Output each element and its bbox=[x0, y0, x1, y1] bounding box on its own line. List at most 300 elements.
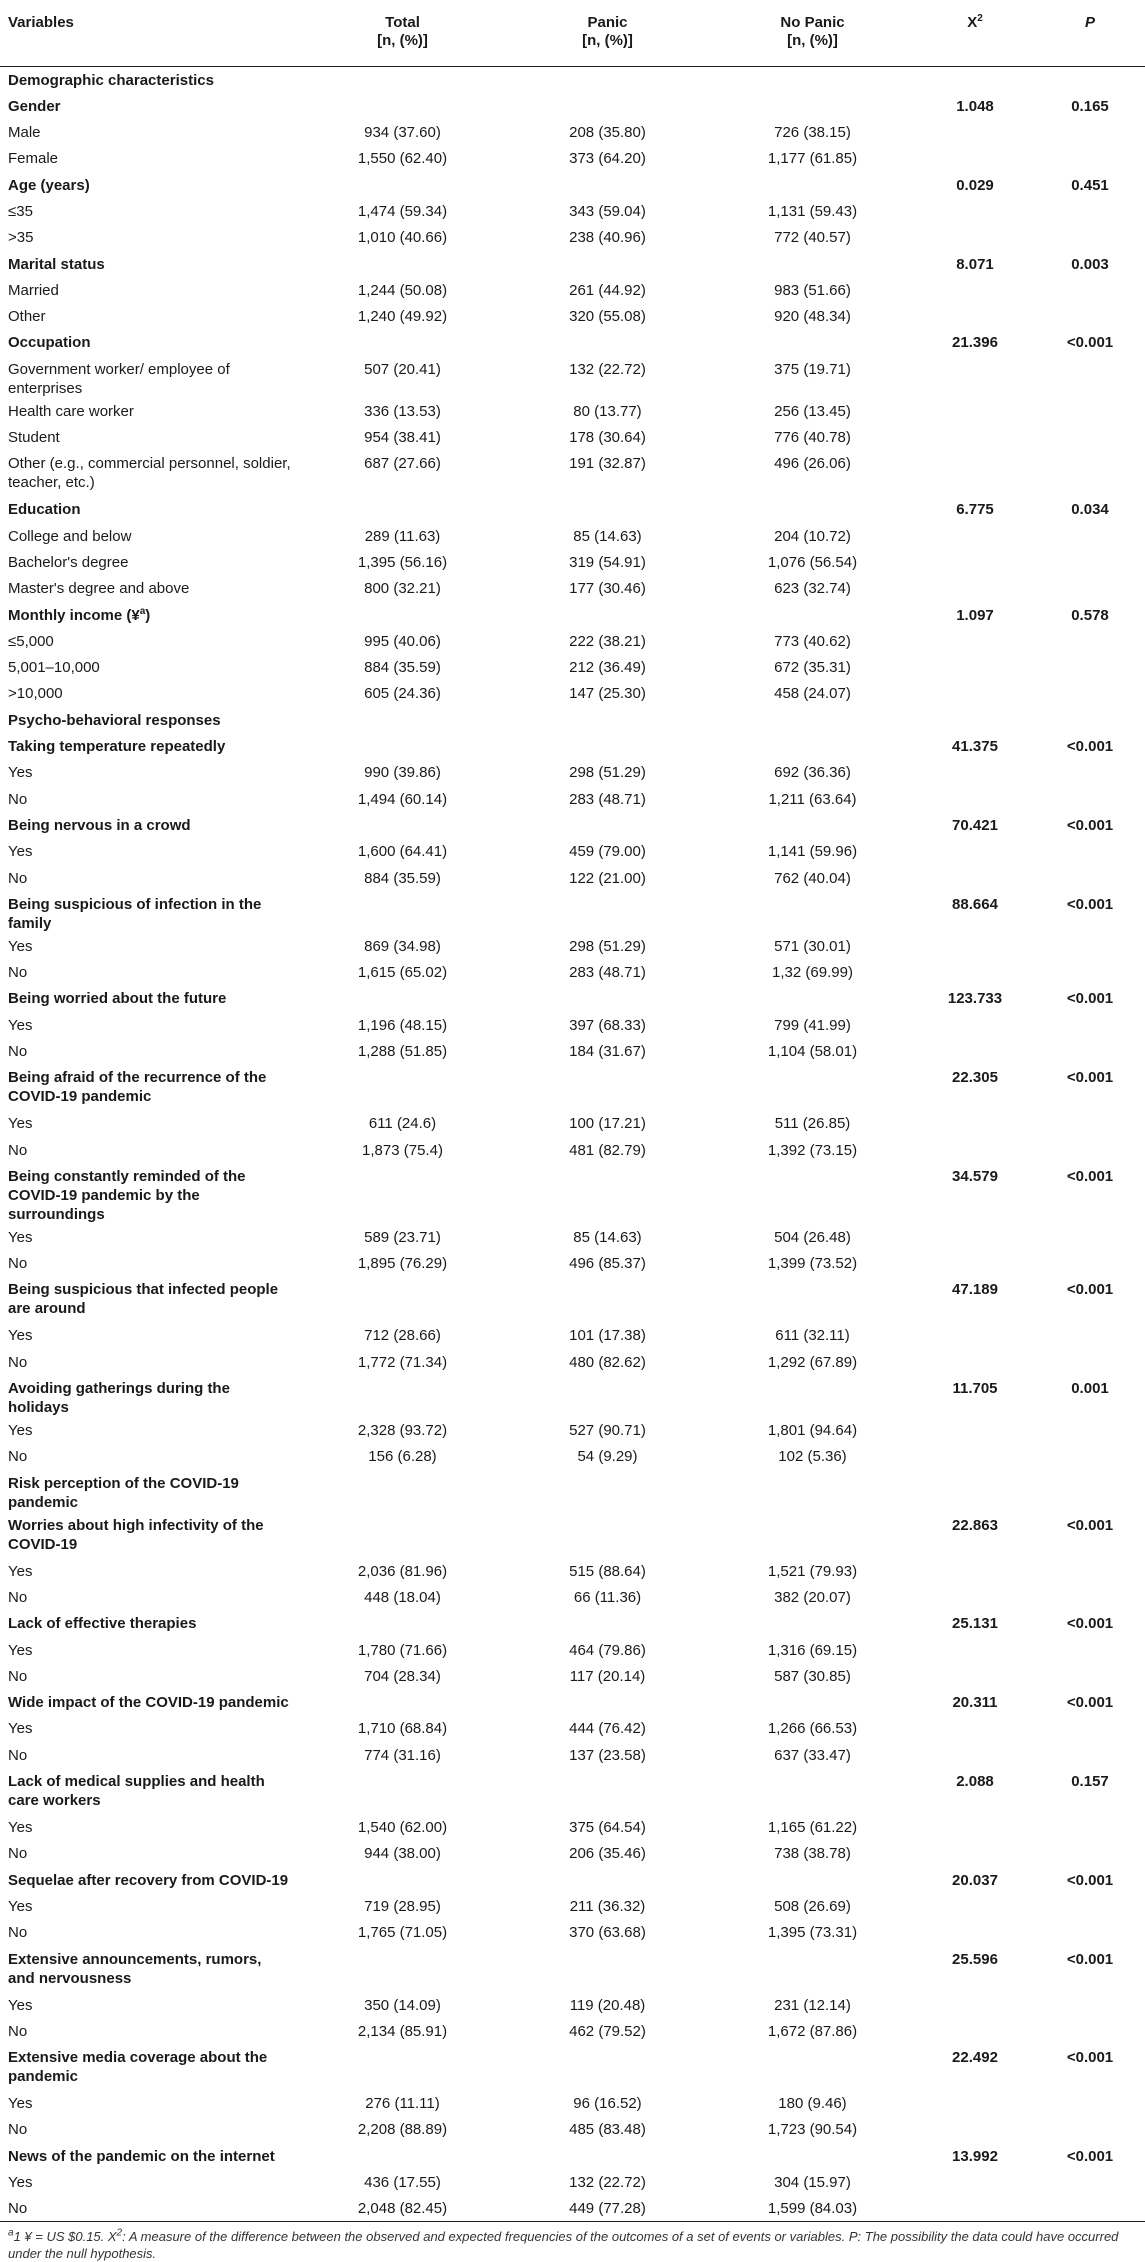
chi-square-cell bbox=[915, 1919, 1035, 1945]
no-panic-cell bbox=[710, 496, 915, 522]
no-panic-cell: 623 (32.74) bbox=[774, 580, 851, 598]
chi-square-cell bbox=[915, 2018, 1035, 2044]
section-spacer bbox=[300, 67, 1145, 93]
total-cell: 1,494 (60.14) bbox=[357, 790, 448, 808]
no-panic-cell bbox=[710, 1689, 915, 1715]
panic-cell bbox=[505, 1689, 710, 1715]
variable-label: Being worried about the future bbox=[8, 990, 227, 1008]
chi-square-cell bbox=[915, 1558, 1035, 1584]
variable-label: No bbox=[8, 1255, 28, 1273]
no-panic-cell: 1,723 (90.54) bbox=[767, 2121, 858, 2139]
no-panic-cell: 102 (5.36) bbox=[778, 1448, 847, 1466]
variable-label: Yes bbox=[8, 1641, 33, 1659]
header-no-panic: No Panic [n, (%)] bbox=[710, 0, 915, 67]
variable-row bbox=[0, 1610, 1145, 1636]
no-panic-cell bbox=[710, 172, 915, 198]
no-panic-cell: 1,211 (63.64) bbox=[768, 790, 857, 808]
total-cell: 934 (37.60) bbox=[364, 124, 441, 142]
table-row bbox=[0, 628, 1145, 654]
variable-label: Extensive media coverage about the pandemic bbox=[8, 2049, 268, 2086]
no-panic-cell: 1,141 (59.96) bbox=[767, 843, 858, 861]
chi-square-cell bbox=[915, 865, 1035, 891]
p-value-cell bbox=[1035, 759, 1145, 785]
total-cell: 990 (39.86) bbox=[364, 764, 441, 782]
p-value-cell bbox=[1035, 1558, 1145, 1584]
p-value-cell bbox=[1035, 424, 1145, 450]
table-body bbox=[0, 67, 1145, 2222]
total-cell: 1,710 (68.84) bbox=[357, 1720, 448, 1738]
panic-cell: 298 (51.29) bbox=[569, 764, 646, 782]
variable-label: Yes bbox=[8, 1115, 33, 1133]
p-value-cell bbox=[1035, 2195, 1145, 2221]
variable-label: Psycho-behavioral responses bbox=[8, 711, 221, 729]
no-panic-cell: 504 (26.48) bbox=[774, 1228, 851, 1246]
no-panic-cell: 1,801 (94.64) bbox=[767, 1422, 858, 1440]
p-value-cell bbox=[1035, 1840, 1145, 1866]
total-cell bbox=[300, 1768, 505, 1814]
total-cell: 712 (28.66) bbox=[364, 1327, 441, 1345]
table-row bbox=[0, 959, 1145, 985]
no-panic-cell: 1,266 (66.53) bbox=[767, 1720, 858, 1738]
chi-square-cell: 1.097 bbox=[956, 606, 994, 624]
no-panic-cell: 799 (41.99) bbox=[774, 1016, 851, 1034]
panic-cell: 132 (22.72) bbox=[569, 2174, 646, 2192]
chi-square-cell: 25.131 bbox=[952, 1615, 998, 1633]
panic-cell bbox=[505, 2044, 710, 2090]
panic-cell bbox=[505, 172, 710, 198]
panic-cell bbox=[505, 1064, 710, 1110]
table-row bbox=[0, 1137, 1145, 1163]
header-p-value: P bbox=[1035, 0, 1145, 67]
variable-label: Bachelor's degree bbox=[8, 553, 129, 571]
variable-label: No bbox=[8, 790, 28, 808]
table-row bbox=[0, 523, 1145, 549]
no-panic-cell: 1,316 (69.15) bbox=[767, 1641, 858, 1659]
chi-square-cell bbox=[915, 1663, 1035, 1689]
chi-square-cell: 21.396 bbox=[952, 334, 998, 352]
variable-label: Being suspicious of infection in the family bbox=[8, 895, 262, 932]
no-panic-cell bbox=[710, 1946, 915, 1992]
total-cell bbox=[300, 2143, 505, 2169]
total-cell: 1,550 (62.40) bbox=[357, 150, 448, 168]
total-cell: 995 (40.06) bbox=[364, 632, 441, 650]
panic-cell: 100 (17.21) bbox=[569, 1115, 646, 1133]
table-row bbox=[0, 1322, 1145, 1348]
chi-square-cell: 34.579 bbox=[952, 1167, 998, 1185]
no-panic-cell bbox=[710, 812, 915, 838]
chi-square-cell bbox=[915, 1038, 1035, 1064]
chi-square-cell: 20.037 bbox=[952, 1871, 998, 1889]
variable-label: Male bbox=[8, 124, 41, 142]
total-cell bbox=[300, 1867, 505, 1893]
total-cell bbox=[300, 733, 505, 759]
panic-cell: 261 (44.92) bbox=[569, 281, 646, 299]
panic-cell bbox=[505, 1163, 710, 1224]
panic-cell: 85 (14.63) bbox=[573, 1228, 642, 1246]
chi-square-cell bbox=[915, 786, 1035, 812]
table-row bbox=[0, 1840, 1145, 1866]
total-cell: 954 (38.41) bbox=[364, 429, 441, 447]
variable-row bbox=[0, 891, 1145, 933]
variable-label: >10,000 bbox=[8, 685, 63, 703]
p-value-cell: <0.001 bbox=[1066, 816, 1114, 834]
panic-cell: 211 (36.32) bbox=[569, 1897, 646, 1915]
no-panic-cell bbox=[710, 93, 915, 119]
panic-cell: 54 (9.29) bbox=[577, 1448, 638, 1466]
p-value-cell bbox=[1035, 1038, 1145, 1064]
p-value-cell bbox=[1035, 198, 1145, 224]
panic-cell: 283 (48.71) bbox=[569, 964, 646, 982]
table-row bbox=[0, 2018, 1145, 2044]
no-panic-cell: 776 (40.78) bbox=[774, 429, 851, 447]
no-panic-cell: 571 (30.01) bbox=[774, 937, 851, 955]
variable-label: Wide impact of the COVID-19 pandemic bbox=[8, 1694, 289, 1712]
table-row bbox=[0, 224, 1145, 250]
total-cell: 2,134 (85.91) bbox=[357, 2022, 448, 2040]
table-row bbox=[0, 303, 1145, 329]
no-panic-cell: 1,292 (67.89) bbox=[767, 1353, 858, 1371]
chi-square-cell: 123.733 bbox=[947, 990, 1003, 1008]
total-cell: 2,048 (82.45) bbox=[300, 2195, 505, 2221]
no-panic-cell: 508 (26.69) bbox=[774, 1897, 851, 1915]
panic-cell bbox=[505, 1375, 710, 1417]
p-value-cell: 0.578 bbox=[1071, 606, 1109, 624]
variable-label: Being constantly reminded of the COVID-19 pandemic by the surroundings bbox=[8, 1167, 246, 1223]
table-row bbox=[0, 1558, 1145, 1584]
p-value-cell bbox=[1035, 865, 1145, 891]
total-cell: 1,288 (51.85) bbox=[357, 1043, 448, 1060]
total-cell: 884 (35.59) bbox=[364, 869, 441, 887]
total-cell: 276 (11.11) bbox=[365, 2095, 440, 2113]
p-value-cell bbox=[1035, 575, 1145, 601]
panic-cell: 208 (35.80) bbox=[569, 124, 646, 142]
no-panic-cell bbox=[710, 2044, 915, 2090]
no-panic-cell: 1,392 (73.15) bbox=[767, 1141, 858, 1159]
table-row bbox=[0, 759, 1145, 785]
p-value-cell bbox=[1035, 933, 1145, 959]
chi-square-cell bbox=[915, 1840, 1035, 1866]
chi-square-cell: 47.189 bbox=[952, 1281, 998, 1299]
table-row bbox=[0, 1110, 1145, 1136]
total-cell: 1,240 (49.92) bbox=[357, 308, 448, 326]
table-row bbox=[0, 1742, 1145, 1768]
total-cell bbox=[300, 1610, 505, 1636]
variable-label: Age (years) bbox=[8, 176, 90, 194]
panic-cell bbox=[505, 2143, 710, 2169]
table-row bbox=[0, 198, 1145, 224]
variable-label: Yes bbox=[8, 1327, 33, 1345]
panic-cell: 373 (64.20) bbox=[569, 150, 646, 168]
no-panic-cell: 762 (40.04) bbox=[774, 869, 851, 887]
total-cell: 448 (18.04) bbox=[364, 1588, 441, 1606]
no-panic-cell bbox=[710, 2143, 915, 2169]
total-cell bbox=[300, 251, 505, 277]
p-value-cell bbox=[1035, 628, 1145, 654]
no-panic-cell: 672 (35.31) bbox=[774, 659, 851, 677]
panic-cell: 298 (51.29) bbox=[569, 937, 646, 955]
variable-label: Lack of effective therapies bbox=[8, 1615, 197, 1633]
variable-label: Master's degree and above bbox=[8, 580, 190, 598]
no-panic-cell: 1,395 (73.31) bbox=[767, 1924, 858, 1942]
total-cell: 1,244 (50.08) bbox=[357, 281, 448, 299]
variable-label: Gender bbox=[8, 97, 61, 115]
variable-row bbox=[0, 1163, 1145, 1224]
p-value-cell bbox=[1035, 1322, 1145, 1348]
panic-cell: 459 (79.00) bbox=[569, 843, 646, 861]
variable-label: No bbox=[8, 964, 28, 982]
table-row bbox=[0, 786, 1145, 812]
variable-label: Occupation bbox=[8, 334, 91, 352]
table-row bbox=[0, 838, 1145, 864]
panic-cell: 132 (22.72) bbox=[569, 360, 646, 378]
panic-cell: 464 (79.86) bbox=[569, 1641, 646, 1659]
chi-square-cell bbox=[915, 1417, 1035, 1443]
no-panic-cell: 256 (13.45) bbox=[774, 402, 851, 420]
variable-row bbox=[0, 1375, 1145, 1417]
chi-square-cell bbox=[915, 224, 1035, 250]
p-value-cell: <0.001 bbox=[1066, 334, 1114, 352]
p-value-cell bbox=[1035, 356, 1145, 398]
total-cell: 1,474 (59.34) bbox=[357, 202, 448, 220]
panic-cell: 480 (82.62) bbox=[569, 1353, 646, 1371]
table-row bbox=[0, 424, 1145, 450]
no-panic-cell bbox=[710, 1610, 915, 1636]
no-panic-cell: 231 (12.14) bbox=[774, 1996, 851, 2014]
variable-label: Yes bbox=[8, 1228, 33, 1246]
total-cell bbox=[300, 602, 505, 628]
chi-square-cell: 88.664 bbox=[952, 895, 998, 913]
total-cell: 1,615 (65.02) bbox=[357, 964, 448, 982]
chi-square-cell bbox=[915, 119, 1035, 145]
total-cell: 1,600 (64.41) bbox=[357, 843, 448, 861]
total-cell bbox=[300, 1689, 505, 1715]
total-cell bbox=[300, 1163, 505, 1224]
chi-square-cell bbox=[915, 2195, 1035, 2221]
panic-cell: 320 (55.08) bbox=[569, 308, 646, 326]
section-row bbox=[0, 1470, 1145, 1512]
chi-square-cell bbox=[915, 356, 1035, 398]
chi-square-cell bbox=[915, 2169, 1035, 2195]
variable-label: Yes bbox=[8, 843, 33, 861]
chi-square-cell: 8.071 bbox=[956, 255, 994, 273]
variable-label: Yes bbox=[8, 1996, 33, 2014]
total-cell bbox=[300, 1276, 505, 1322]
total-cell: 687 (27.66) bbox=[364, 455, 441, 473]
variable-label: Extensive announcements, rumors, and nervousness bbox=[8, 1950, 262, 1987]
total-cell bbox=[300, 2044, 505, 2090]
no-panic-cell bbox=[710, 1276, 915, 1322]
total-cell bbox=[300, 1064, 505, 1110]
total-cell: 611 (24.6) bbox=[368, 1115, 437, 1133]
no-panic-cell: 458 (24.07) bbox=[774, 685, 851, 703]
panic-cell: 96 (16.52) bbox=[573, 2095, 642, 2113]
section-row bbox=[0, 707, 1145, 733]
chi-square-cell bbox=[915, 549, 1035, 575]
variable-label: Being suspicious that infected people are around bbox=[8, 1281, 279, 1318]
variable-label: No bbox=[8, 1746, 28, 1764]
panic-cell bbox=[505, 1946, 710, 1992]
variable-label: Health care worker bbox=[8, 402, 134, 420]
variable-row bbox=[0, 1946, 1145, 1992]
chi-square-cell bbox=[915, 575, 1035, 601]
total-cell: 350 (14.09) bbox=[364, 1996, 441, 2014]
variable-label: Yes bbox=[8, 1819, 33, 1837]
header-panic: Panic [n, (%)] bbox=[505, 0, 710, 67]
header-chi-square: $X^2$ bbox=[915, 0, 1035, 67]
no-panic-cell: 1,32 (69.99) bbox=[772, 964, 853, 982]
panic-cell: 184 (31.67) bbox=[569, 1043, 646, 1060]
total-cell bbox=[300, 1375, 505, 1417]
table-row bbox=[0, 2090, 1145, 2116]
total-cell: 944 (38.00) bbox=[364, 1845, 441, 1863]
panic-cell: 191 (32.87) bbox=[569, 455, 646, 473]
panic-cell: 283 (48.71) bbox=[569, 790, 646, 808]
no-panic-cell: 772 (40.57) bbox=[774, 229, 851, 247]
no-panic-cell: 1,076 (56.54) bbox=[767, 553, 858, 571]
panic-cell bbox=[505, 891, 710, 933]
panic-cell: 117 (20.14) bbox=[569, 1667, 646, 1685]
p-value-cell bbox=[1035, 549, 1145, 575]
panic-cell: 101 (17.38) bbox=[569, 1327, 646, 1345]
variable-label: ≤35 bbox=[8, 202, 33, 220]
variable-label: Monthly income (¥$^a$) bbox=[8, 605, 151, 624]
total-cell: 800 (32.21) bbox=[364, 580, 441, 598]
panic-cell: 462 (79.52) bbox=[569, 2022, 646, 2040]
variable-label: Yes bbox=[8, 2174, 33, 2192]
variable-label: No bbox=[8, 1588, 28, 1606]
chi-square-cell: 20.311 bbox=[952, 1694, 998, 1712]
p-value-cell: <0.001 bbox=[1066, 738, 1114, 756]
variable-row bbox=[0, 1768, 1145, 1814]
total-cell: 605 (24.36) bbox=[364, 685, 441, 703]
p-value-cell: <0.001 bbox=[1066, 1871, 1114, 1889]
variable-label: No bbox=[8, 1845, 28, 1863]
chi-square-cell bbox=[915, 1742, 1035, 1768]
chi-square-cell: 22.492 bbox=[952, 2049, 998, 2067]
chi-square-cell bbox=[915, 1992, 1035, 2018]
table-row bbox=[0, 1443, 1145, 1469]
table-row bbox=[0, 1038, 1145, 1064]
no-panic-cell bbox=[710, 1512, 915, 1558]
panic-cell: 122 (21.00) bbox=[569, 869, 646, 887]
p-value-cell bbox=[1035, 2116, 1145, 2142]
variable-label: Government worker/ employee of enterprises bbox=[8, 360, 230, 397]
p-value-cell: 0.034 bbox=[1071, 501, 1109, 519]
p-value-cell bbox=[1035, 224, 1145, 250]
no-panic-cell bbox=[710, 251, 915, 277]
panic-cell bbox=[505, 985, 710, 1011]
no-panic-cell: 773 (40.62) bbox=[774, 632, 851, 650]
p-value-cell bbox=[1035, 1893, 1145, 1919]
chi-square-cell bbox=[915, 1637, 1035, 1663]
chi-square-cell bbox=[915, 959, 1035, 985]
variable-label: No bbox=[8, 1667, 28, 1685]
p-value-cell bbox=[1035, 303, 1145, 329]
variable-label: No bbox=[8, 1043, 28, 1060]
p-value-cell bbox=[1035, 1417, 1145, 1443]
p-value-cell: 0.451 bbox=[1071, 176, 1109, 194]
variable-label: College and below bbox=[8, 527, 132, 545]
chi-square-cell bbox=[915, 1584, 1035, 1610]
variable-label: No bbox=[8, 869, 28, 887]
chi-square-cell bbox=[915, 277, 1035, 303]
p-value-cell: <0.001 bbox=[1066, 1950, 1114, 1968]
table-row bbox=[0, 1893, 1145, 1919]
no-panic-cell bbox=[710, 985, 915, 1011]
table-row bbox=[0, 2116, 1145, 2142]
variable-row bbox=[0, 2143, 1145, 2169]
p-value-cell: <0.001 bbox=[1066, 1516, 1114, 1534]
p-value-cell: 0.003 bbox=[1071, 255, 1109, 273]
chi-square-cell bbox=[915, 1137, 1035, 1163]
panic-cell bbox=[505, 1768, 710, 1814]
variable-label: No bbox=[8, 1353, 28, 1371]
panic-cell: 397 (68.33) bbox=[569, 1016, 646, 1034]
variable-label: Yes bbox=[8, 1897, 33, 1915]
p-value-cell bbox=[1035, 119, 1145, 145]
no-panic-cell bbox=[710, 733, 915, 759]
p-value-cell bbox=[1035, 1349, 1145, 1375]
variable-label: Other bbox=[8, 308, 46, 326]
p-value-cell: <0.001 bbox=[1066, 990, 1114, 1008]
variable-row bbox=[0, 733, 1145, 759]
table-header bbox=[0, 0, 1145, 67]
panic-cell: 449 (77.28) bbox=[505, 2195, 710, 2221]
chi-square-cell bbox=[915, 198, 1035, 224]
no-panic-cell: 637 (33.47) bbox=[774, 1746, 851, 1764]
variable-label: Other (e.g., commercial personnel, soldier, teacher, etc.) bbox=[8, 455, 291, 492]
variable-label: Risk perception of the COVID-19 pandemic bbox=[8, 1474, 239, 1511]
variable-label: No bbox=[8, 2121, 28, 2139]
chi-square-cell: 13.992 bbox=[952, 2147, 998, 2165]
table-row bbox=[0, 450, 1145, 496]
p-value-cell: 0.157 bbox=[1071, 1773, 1109, 1791]
chi-square-cell bbox=[915, 398, 1035, 424]
p-value-cell bbox=[1035, 1110, 1145, 1136]
p-value-cell bbox=[1035, 1443, 1145, 1469]
variable-label: Being afraid of the recurrence of the COVID-19 pandemic bbox=[8, 1069, 267, 1106]
total-cell: 1,780 (71.66) bbox=[357, 1641, 448, 1659]
chi-square-cell bbox=[915, 303, 1035, 329]
chi-square-cell bbox=[915, 1893, 1035, 1919]
variable-row bbox=[0, 602, 1145, 628]
table-row bbox=[0, 549, 1145, 575]
variable-row bbox=[0, 1512, 1145, 1558]
chi-square-cell bbox=[915, 1322, 1035, 1348]
variable-label: ≤5,000 bbox=[8, 632, 54, 650]
no-panic-cell bbox=[710, 602, 915, 628]
total-cell: 774 (31.16) bbox=[364, 1746, 441, 1764]
variable-row bbox=[0, 1064, 1145, 1110]
panic-cell: 206 (35.46) bbox=[569, 1845, 646, 1863]
no-panic-cell: 1,131 (59.43) bbox=[767, 202, 858, 220]
p-value-cell bbox=[1035, 654, 1145, 680]
p-value-cell: <0.001 bbox=[1066, 1281, 1114, 1299]
variable-label: News of the pandemic on the internet bbox=[8, 2147, 275, 2165]
no-panic-cell bbox=[710, 1867, 915, 1893]
chi-square-cell: 41.375 bbox=[952, 738, 998, 756]
p-value-cell bbox=[1035, 2018, 1145, 2044]
variable-label: No bbox=[8, 2022, 28, 2040]
panic-cell: 178 (30.64) bbox=[569, 429, 646, 447]
no-panic-cell: 1,521 (79.93) bbox=[767, 1562, 858, 1580]
variable-label: >35 bbox=[8, 229, 34, 247]
no-panic-cell bbox=[710, 329, 915, 355]
chi-square-cell bbox=[915, 2090, 1035, 2116]
p-value-cell: <0.001 bbox=[1066, 1069, 1114, 1087]
no-panic-cell bbox=[710, 1375, 915, 1417]
p-value-cell bbox=[1035, 1814, 1145, 1840]
